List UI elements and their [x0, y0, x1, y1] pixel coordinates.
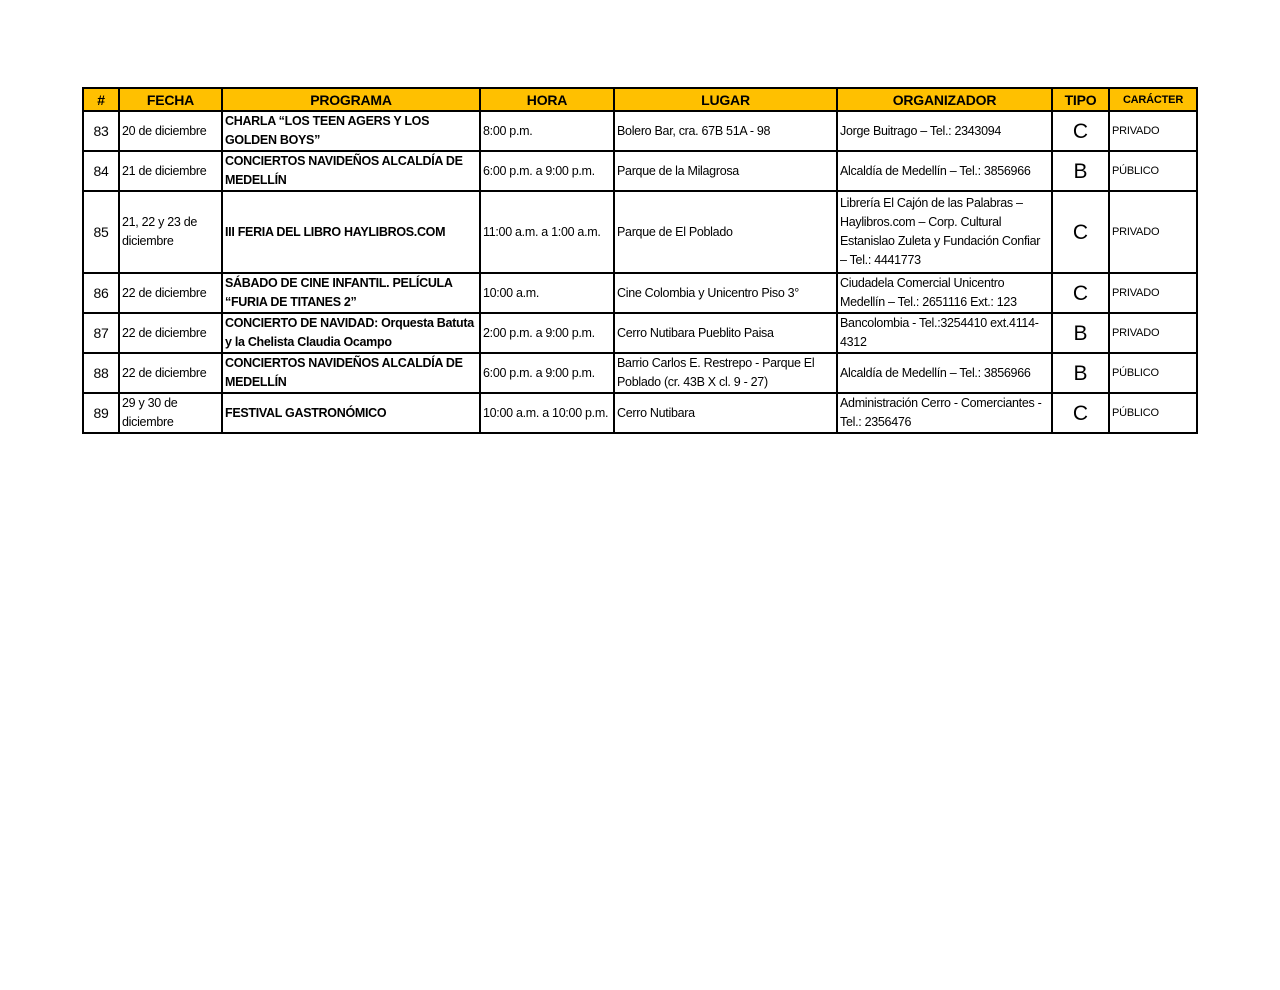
- cell-lugar: Cerro Nutibara Pueblito Paisa: [614, 313, 837, 353]
- table-row: [83, 273, 1197, 313]
- table-row: [83, 393, 1197, 433]
- cell-lugar: Cine Colombia y Unicentro Piso 3°: [614, 273, 837, 313]
- cell-fecha: 21 de diciembre: [119, 151, 222, 191]
- column-header-caracter: CARÁCTER: [1109, 88, 1197, 111]
- cell-programa: CONCIERTO DE NAVIDAD: Orquesta Batuta y la Chelista Claudia Ocampo: [222, 313, 480, 353]
- cell-tipo: C: [1052, 393, 1109, 433]
- events-table: [82, 87, 1198, 434]
- cell-organizador: Ciudadela Comercial Unicentro Medellín – Tel.: 2651116 Ext.: 123: [837, 273, 1052, 313]
- cell-lugar: Barrio Carlos E. Restrepo - Parque El Poblado (cr. 43B X cl. 9 - 27): [614, 353, 837, 393]
- cell-hora: 6:00 p.m. a 9:00 p.m.: [480, 353, 614, 393]
- cell-tipo: B: [1052, 151, 1109, 191]
- cell-number: 84: [83, 151, 119, 191]
- cell-fecha: 20 de diciembre: [119, 111, 222, 151]
- header-row: [83, 88, 1197, 111]
- cell-tipo: C: [1052, 273, 1109, 313]
- cell-fecha: 22 de diciembre: [119, 353, 222, 393]
- table-row: [83, 313, 1197, 353]
- column-header-fecha: FECHA: [119, 88, 222, 111]
- cell-organizador: Administración Cerro - Comerciantes - Tel.: 2356476: [837, 393, 1052, 433]
- cell-programa: FESTIVAL GASTRONÓMICO: [222, 393, 480, 433]
- cell-number: 89: [83, 393, 119, 433]
- cell-programa: SÁBADO DE CINE INFANTIL. PELÍCULA “FURIA DE TITANES 2”: [222, 273, 480, 313]
- cell-caracter: PÚBLICO: [1109, 151, 1197, 191]
- cell-caracter: PRIVADO: [1109, 191, 1197, 273]
- table-row: [83, 151, 1197, 191]
- cell-caracter: PRIVADO: [1109, 273, 1197, 313]
- cell-tipo: C: [1052, 191, 1109, 273]
- cell-organizador: Jorge Buitrago – Tel.: 2343094: [837, 111, 1052, 151]
- cell-caracter: PÚBLICO: [1109, 353, 1197, 393]
- cell-number: 86: [83, 273, 119, 313]
- column-header-tipo: TIPO: [1052, 88, 1109, 111]
- cell-tipo: C: [1052, 111, 1109, 151]
- cell-caracter: PÚBLICO: [1109, 393, 1197, 433]
- cell-fecha: 21, 22 y 23 de diciembre: [119, 191, 222, 273]
- cell-hora: 11:00 a.m. a 1:00 a.m.: [480, 191, 614, 273]
- cell-programa: III FERIA DEL LIBRO HAYLIBROS.COM: [222, 191, 480, 273]
- cell-caracter: PRIVADO: [1109, 313, 1197, 353]
- column-header-organizador: ORGANIZADOR: [837, 88, 1052, 111]
- table-row: [83, 111, 1197, 151]
- column-header-number: #: [83, 88, 119, 111]
- cell-lugar: Parque de la Milagrosa: [614, 151, 837, 191]
- events-sheet: [82, 87, 1196, 434]
- cell-organizador: Librería El Cajón de las Palabras – Haylibros.com – Corp. Cultural Estanislao Zuleta y Fundación Confiar – Tel.: 4441773: [837, 191, 1052, 273]
- column-header-programa: PROGRAMA: [222, 88, 480, 111]
- cell-fecha: 22 de diciembre: [119, 313, 222, 353]
- table-row: [83, 191, 1197, 273]
- cell-tipo: B: [1052, 313, 1109, 353]
- cell-organizador: Alcaldía de Medellín – Tel.: 3856966: [837, 353, 1052, 393]
- cell-programa: CONCIERTOS NAVIDEÑOS ALCALDÍA DE MEDELLÍN: [222, 353, 480, 393]
- cell-fecha: 29 y 30 de diciembre: [119, 393, 222, 433]
- cell-number: 85: [83, 191, 119, 273]
- column-header-lugar: LUGAR: [614, 88, 837, 111]
- table-row: [83, 353, 1197, 393]
- cell-programa: CONCIERTOS NAVIDEÑOS ALCALDÍA DE MEDELLÍN: [222, 151, 480, 191]
- cell-fecha: 22 de diciembre: [119, 273, 222, 313]
- cell-programa: CHARLA “LOS TEEN AGERS Y LOS GOLDEN BOYS”: [222, 111, 480, 151]
- cell-lugar: Parque de El Poblado: [614, 191, 837, 273]
- cell-caracter: PRIVADO: [1109, 111, 1197, 151]
- column-header-hora: HORA: [480, 88, 614, 111]
- cell-hora: 2:00 p.m. a 9:00 p.m.: [480, 313, 614, 353]
- cell-hora: 8:00 p.m.: [480, 111, 614, 151]
- cell-lugar: Bolero Bar, cra. 67B 51A - 98: [614, 111, 837, 151]
- cell-number: 83: [83, 111, 119, 151]
- cell-hora: 6:00 p.m. a 9:00 p.m.: [480, 151, 614, 191]
- cell-lugar: Cerro Nutibara: [614, 393, 837, 433]
- cell-tipo: B: [1052, 353, 1109, 393]
- cell-hora: 10:00 a.m.: [480, 273, 614, 313]
- cell-hora: 10:00 a.m. a 10:00 p.m.: [480, 393, 614, 433]
- cell-number: 88: [83, 353, 119, 393]
- cell-number: 87: [83, 313, 119, 353]
- cell-organizador: Bancolombia - Tel.:3254410 ext.4114-4312: [837, 313, 1052, 353]
- cell-organizador: Alcaldía de Medellín – Tel.: 3856966: [837, 151, 1052, 191]
